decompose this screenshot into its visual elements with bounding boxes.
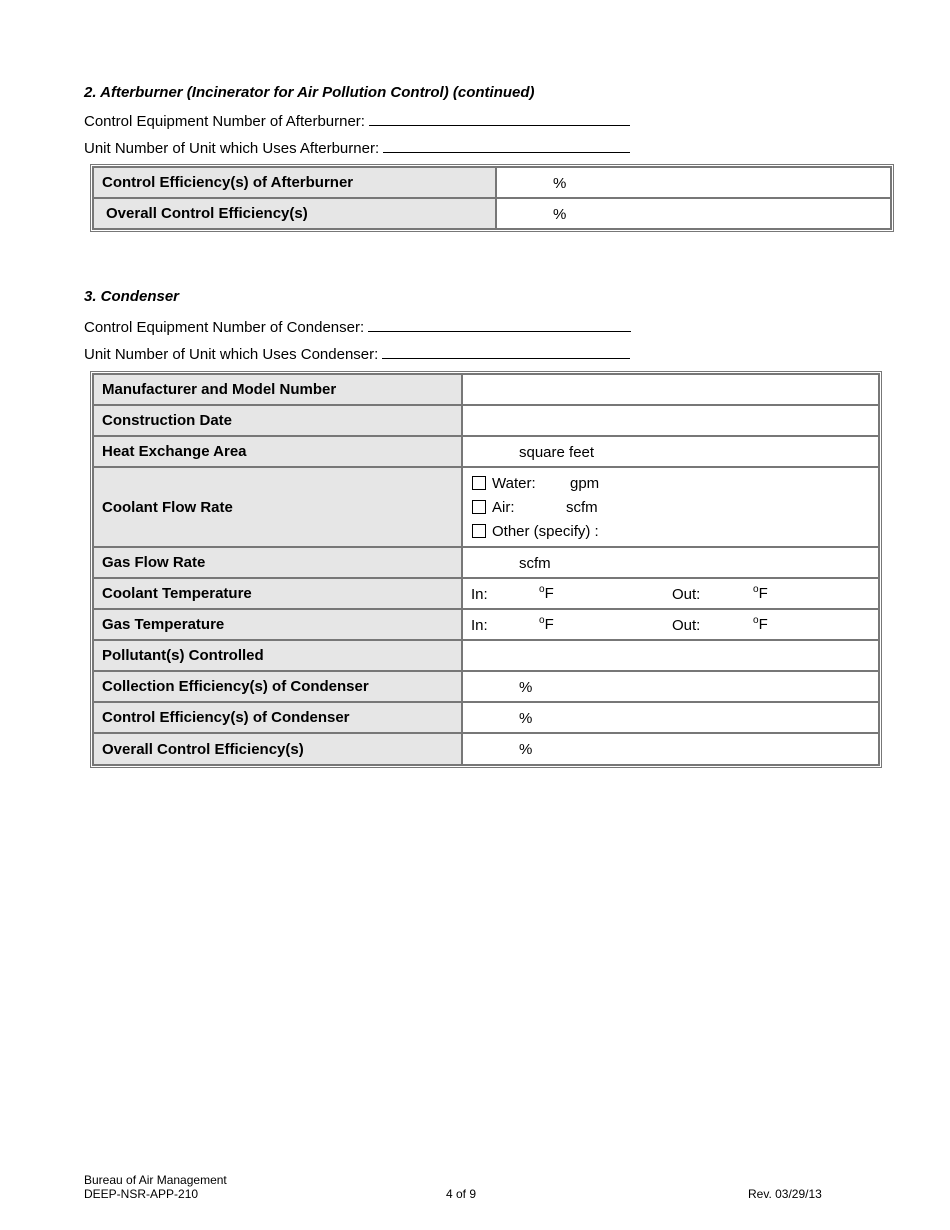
coolant-flow-rate-label: Coolant Flow Rate	[93, 467, 462, 547]
gas-in-unit: $^o$F	[539, 615, 554, 633]
table-row	[93, 467, 879, 547]
coolant-in-label: In:	[471, 586, 488, 603]
gas-flow-rate-label: Gas Flow Rate	[93, 547, 462, 578]
coolant-out-unit: $^o$F	[753, 584, 768, 602]
percent-unit: %	[519, 741, 533, 758]
other-option-label: Other (specify) :	[492, 522, 599, 540]
other-checkbox[interactable]	[472, 524, 486, 538]
heat-exchange-area-value[interactable]	[462, 436, 879, 467]
coolant-in-unit: $^o$F	[539, 584, 554, 602]
afterburner-control-equipment-input[interactable]	[369, 111, 630, 126]
heat-exchange-area-label: Heat Exchange Area	[93, 436, 462, 467]
gpm-unit: gpm	[570, 474, 600, 492]
coolant-other-option[interactable]	[463, 519, 878, 543]
footer-revision: Rev. 03/29/13	[748, 1187, 822, 1201]
percent-unit: %	[519, 710, 533, 727]
table-row	[93, 547, 879, 578]
afterburner-unit-number-input[interactable]	[383, 138, 630, 153]
condenser-unit-number-label: Unit Number of Unit which Uses Condenser:	[84, 346, 379, 363]
percent-unit: %	[519, 679, 533, 696]
afterburner-control-efficiency-label: Control Efficiency(s) of Afterburner	[93, 167, 496, 198]
table-row	[93, 733, 879, 765]
gas-flow-rate-value[interactable]	[462, 547, 879, 578]
footer-form-id: DEEP-NSR-APP-210	[84, 1187, 199, 1201]
coolant-temperature-label: Coolant Temperature	[93, 578, 462, 609]
manufacturer-model-label: Manufacturer and Model Number	[93, 374, 462, 405]
condenser-unit-number-field	[84, 344, 630, 363]
condenser-details-table	[90, 371, 882, 768]
air-checkbox[interactable]	[472, 500, 486, 514]
coolant-air-option[interactable]	[463, 495, 878, 519]
table-row	[93, 198, 891, 229]
water-checkbox[interactable]	[472, 476, 486, 490]
afterburner-unit-number-field	[84, 138, 630, 157]
condenser-control-equipment-field	[84, 317, 631, 336]
condenser-overall-efficiency-value[interactable]	[462, 733, 879, 765]
condenser-control-efficiency-value[interactable]	[462, 702, 879, 733]
pollutants-controlled-label: Pollutant(s) Controlled	[93, 640, 462, 671]
scfm-unit: scfm	[519, 555, 551, 572]
construction-date-label: Construction Date	[93, 405, 462, 436]
afterburner-control-equipment-field	[84, 111, 630, 130]
table-row	[93, 671, 879, 702]
condenser-control-equipment-label: Control Equipment Number of Condenser:	[84, 319, 365, 336]
percent-unit: %	[553, 206, 567, 223]
condenser-section-title: 3. Condenser	[84, 288, 180, 305]
air-option-label: Air:	[492, 498, 515, 516]
afterburner-unit-number-label: Unit Number of Unit which Uses Afterburner:	[84, 140, 380, 157]
table-row	[93, 436, 879, 467]
afterburner-control-efficiency-value[interactable]	[496, 167, 891, 198]
footer-bureau: Bureau of Air Management	[84, 1173, 227, 1187]
table-row	[93, 578, 879, 609]
coolant-temperature-value[interactable]	[462, 578, 879, 609]
afterburner-efficiency-table	[90, 164, 894, 232]
manufacturer-model-value[interactable]	[462, 374, 879, 405]
afterburner-overall-efficiency-label: Overall Control Efficiency(s)	[93, 198, 496, 229]
coolant-flow-rate-value	[462, 467, 879, 547]
table-row	[93, 640, 879, 671]
percent-unit: %	[553, 175, 567, 192]
water-option-label: Water:	[492, 474, 536, 492]
gas-out-label: Out:	[672, 617, 701, 634]
footer-page-number: 4 of 9	[446, 1187, 477, 1201]
gas-out-unit: $^o$F	[753, 615, 768, 633]
gas-temperature-label: Gas Temperature	[93, 609, 462, 640]
condenser-control-equipment-input[interactable]	[368, 317, 631, 332]
collection-efficiency-label: Collection Efficiency(s) of Condenser	[93, 671, 462, 702]
condenser-overall-efficiency-label: Overall Control Efficiency(s)	[93, 733, 462, 765]
construction-date-value[interactable]	[462, 405, 879, 436]
coolant-out-label: Out:	[672, 586, 701, 603]
square-feet-unit: square feet	[519, 444, 595, 461]
afterburner-control-equipment-label: Control Equipment Number of Afterburner:	[84, 113, 365, 130]
table-row	[93, 702, 879, 733]
collection-efficiency-value[interactable]	[462, 671, 879, 702]
coolant-water-option[interactable]	[463, 471, 878, 495]
table-row	[93, 405, 879, 436]
table-row	[93, 374, 879, 405]
afterburner-overall-efficiency-value[interactable]	[496, 198, 891, 229]
condenser-unit-number-input[interactable]	[382, 344, 630, 359]
table-row	[93, 167, 891, 198]
table-row	[93, 609, 879, 640]
afterburner-section-title: 2. Afterburner (Incinerator for Air Pollution Control) (continued)	[84, 84, 535, 101]
condenser-control-efficiency-label: Control Efficiency(s) of Condenser	[93, 702, 462, 733]
gas-temperature-value[interactable]	[462, 609, 879, 640]
scfm-unit: scfm	[566, 498, 598, 516]
gas-in-label: In:	[471, 617, 488, 634]
pollutants-controlled-value[interactable]	[462, 640, 879, 671]
